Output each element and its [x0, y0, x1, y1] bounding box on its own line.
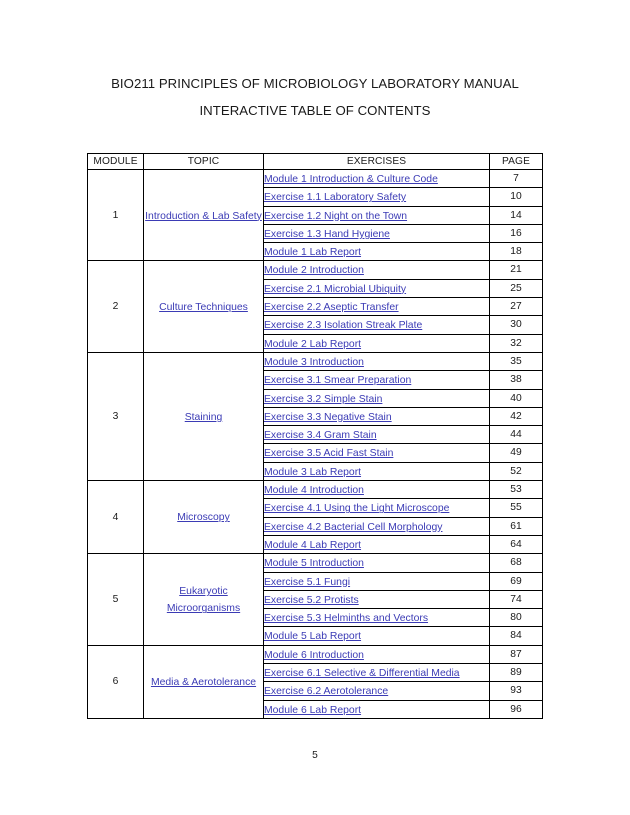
exercise-link[interactable]: Module 2 Lab Report: [264, 338, 362, 350]
exercise-cell: [264, 279, 490, 297]
exercise-link[interactable]: Exercise 3.1 Smear Preparation: [264, 375, 412, 387]
exercise-cell: [264, 206, 490, 224]
exercise-cell: [264, 664, 490, 682]
exercise-cell: [264, 334, 490, 352]
exercise-cell: [264, 572, 490, 590]
page-number-cell: 32: [490, 334, 543, 352]
exercise-cell: [264, 316, 490, 334]
exercise-link[interactable]: Exercise 5.2 Protists: [264, 594, 359, 606]
column-header-exercises: EXERCISES: [264, 154, 490, 170]
exercise-cell: [264, 700, 490, 718]
page-number-cell: 53: [490, 481, 543, 499]
exercise-link[interactable]: Module 1 Lab Report: [264, 247, 362, 259]
exercise-cell: [264, 481, 490, 499]
page-number-cell: 55: [490, 499, 543, 517]
topic-cell: [144, 645, 264, 718]
table-row: [88, 481, 543, 499]
exercise-link[interactable]: Exercise 2.2 Aseptic Transfer: [264, 302, 399, 314]
exercise-link[interactable]: Exercise 5.1 Fungi: [264, 576, 351, 588]
page-number-cell: 40: [490, 389, 543, 407]
module-number-cell: 4: [88, 481, 144, 554]
table-body: [88, 170, 543, 719]
table-row: [88, 645, 543, 663]
exercise-link[interactable]: Exercise 1.1 Laboratory Safety: [264, 192, 407, 204]
topic-link[interactable]: Eukaryotic Microorganisms: [166, 586, 241, 615]
table-of-contents: [87, 153, 543, 719]
page-number-cell: 87: [490, 645, 543, 663]
topic-link[interactable]: Introduction & Lab Safety: [145, 210, 262, 222]
exercise-cell: [264, 627, 490, 645]
exercise-cell: [264, 535, 490, 553]
exercise-link[interactable]: Module 4 Lab Report: [264, 539, 362, 551]
page-number-cell: 25: [490, 279, 543, 297]
topic-cell: [144, 170, 264, 261]
column-header-module: MODULE: [88, 154, 144, 170]
exercise-cell: [264, 517, 490, 535]
document-title-line1: BIO211 PRINCIPLES OF MICROBIOLOGY LABORATORY MANUAL: [111, 76, 519, 91]
page-number-cell: 64: [490, 535, 543, 553]
exercise-link[interactable]: Module 6 Introduction: [264, 649, 364, 661]
page-number-cell: 27: [490, 298, 543, 316]
table-header-row: [88, 154, 543, 170]
topic-link[interactable]: Culture Techniques: [159, 302, 248, 314]
topic-link[interactable]: Staining: [184, 411, 223, 423]
exercise-cell: [264, 243, 490, 261]
exercise-link[interactable]: Exercise 1.3 Hand Hygiene: [264, 228, 390, 240]
exercise-cell: [264, 609, 490, 627]
exercise-link[interactable]: Module 5 Lab Report: [264, 631, 362, 643]
page-number-cell: 38: [490, 371, 543, 389]
module-number-cell: 2: [88, 261, 144, 352]
page-number-cell: 96: [490, 700, 543, 718]
topic-link[interactable]: Microscopy: [177, 512, 230, 524]
exercise-cell: [264, 261, 490, 279]
exercise-link[interactable]: Exercise 5.3 Helminths and Vectors: [264, 613, 429, 625]
exercise-cell: [264, 352, 490, 370]
topic-cell: [144, 261, 264, 352]
exercise-link[interactable]: Module 6 Lab Report: [264, 704, 362, 716]
exercise-link[interactable]: Exercise 3.2 Simple Stain: [264, 393, 383, 405]
exercise-link[interactable]: Exercise 4.1 Using the Light Microscope: [264, 503, 450, 515]
exercise-link[interactable]: Exercise 3.5 Acid Fast Stain: [264, 448, 394, 460]
page-number-cell: 18: [490, 243, 543, 261]
topic-cell: [144, 481, 264, 554]
page-number-cell: 74: [490, 590, 543, 608]
column-header-topic: TOPIC: [144, 154, 264, 170]
exercise-link[interactable]: Module 4 Introduction: [264, 485, 364, 497]
page-number-cell: 69: [490, 572, 543, 590]
module-number-cell: 3: [88, 352, 144, 480]
exercise-link[interactable]: Exercise 6.2 Aerotolerance: [264, 686, 389, 698]
topic-cell: [144, 554, 264, 645]
table-row: [88, 170, 543, 188]
exercise-cell: [264, 407, 490, 425]
exercise-cell: [264, 499, 490, 517]
page-number-cell: 42: [490, 407, 543, 425]
page-number-cell: 35: [490, 352, 543, 370]
exercise-link[interactable]: Exercise 2.3 Isolation Streak Plate: [264, 320, 423, 332]
table-header: [88, 154, 543, 170]
page-number-cell: 7: [490, 170, 543, 188]
topic-cell: [144, 352, 264, 480]
page-number-cell: 21: [490, 261, 543, 279]
column-header-page: PAGE: [490, 154, 543, 170]
exercise-link[interactable]: Exercise 6.1 Selective & Differential Media: [264, 668, 460, 680]
page-number-cell: 68: [490, 554, 543, 572]
page-number-cell: 49: [490, 444, 543, 462]
module-number-cell: 1: [88, 170, 144, 261]
exercise-cell: [264, 645, 490, 663]
exercise-cell: [264, 554, 490, 572]
page-number-cell: 10: [490, 188, 543, 206]
page-number-cell: 16: [490, 224, 543, 242]
page-number-cell: 61: [490, 517, 543, 535]
exercise-cell: [264, 462, 490, 480]
topic-link[interactable]: Media & Aerotolerance: [150, 677, 257, 689]
exercise-link[interactable]: Exercise 3.4 Gram Stain: [264, 430, 377, 442]
page-number-cell: 44: [490, 426, 543, 444]
module-number-cell: 5: [88, 554, 144, 645]
exercise-link[interactable]: Exercise 1.2 Night on the Town: [264, 210, 408, 222]
exercise-cell: [264, 170, 490, 188]
exercise-link[interactable]: Module 3 Lab Report: [264, 466, 362, 478]
exercise-cell: [264, 298, 490, 316]
table-row: [88, 352, 543, 370]
exercise-cell: [264, 682, 490, 700]
footer-page-number: 5: [312, 750, 318, 761]
exercise-cell: [264, 426, 490, 444]
exercise-link[interactable]: Module 5 Introduction: [264, 558, 364, 570]
exercise-link[interactable]: Module 1 Introduction & Culture Code: [264, 174, 438, 185]
table-row: [88, 554, 543, 572]
exercise-link[interactable]: Exercise 2.1 Microbial Ubiquity: [264, 283, 407, 295]
exercise-cell: [264, 389, 490, 407]
exercise-cell: [264, 188, 490, 206]
page-number-cell: 80: [490, 609, 543, 627]
page-number-cell: 52: [490, 462, 543, 480]
page-number-cell: 84: [490, 627, 543, 645]
document-subtitle-line2: INTERACTIVE TABLE OF CONTENTS: [199, 103, 431, 118]
exercise-link[interactable]: Exercise 4.2 Bacterial Cell Morphology: [264, 521, 443, 533]
table-row: [88, 261, 543, 279]
exercise-cell: [264, 444, 490, 462]
module-number-cell: 6: [88, 645, 144, 718]
exercise-link[interactable]: Module 2 Introduction: [264, 265, 364, 277]
page-number-cell: 89: [490, 664, 543, 682]
exercise-cell: [264, 371, 490, 389]
exercise-cell: [264, 590, 490, 608]
exercise-link[interactable]: Exercise 3.3 Negative Stain: [264, 411, 392, 423]
page-number-cell: 30: [490, 316, 543, 334]
exercise-link[interactable]: Module 3 Introduction: [264, 356, 364, 368]
exercise-cell: [264, 224, 490, 242]
page-number-cell: 14: [490, 206, 543, 224]
page-number-cell: 93: [490, 682, 543, 700]
